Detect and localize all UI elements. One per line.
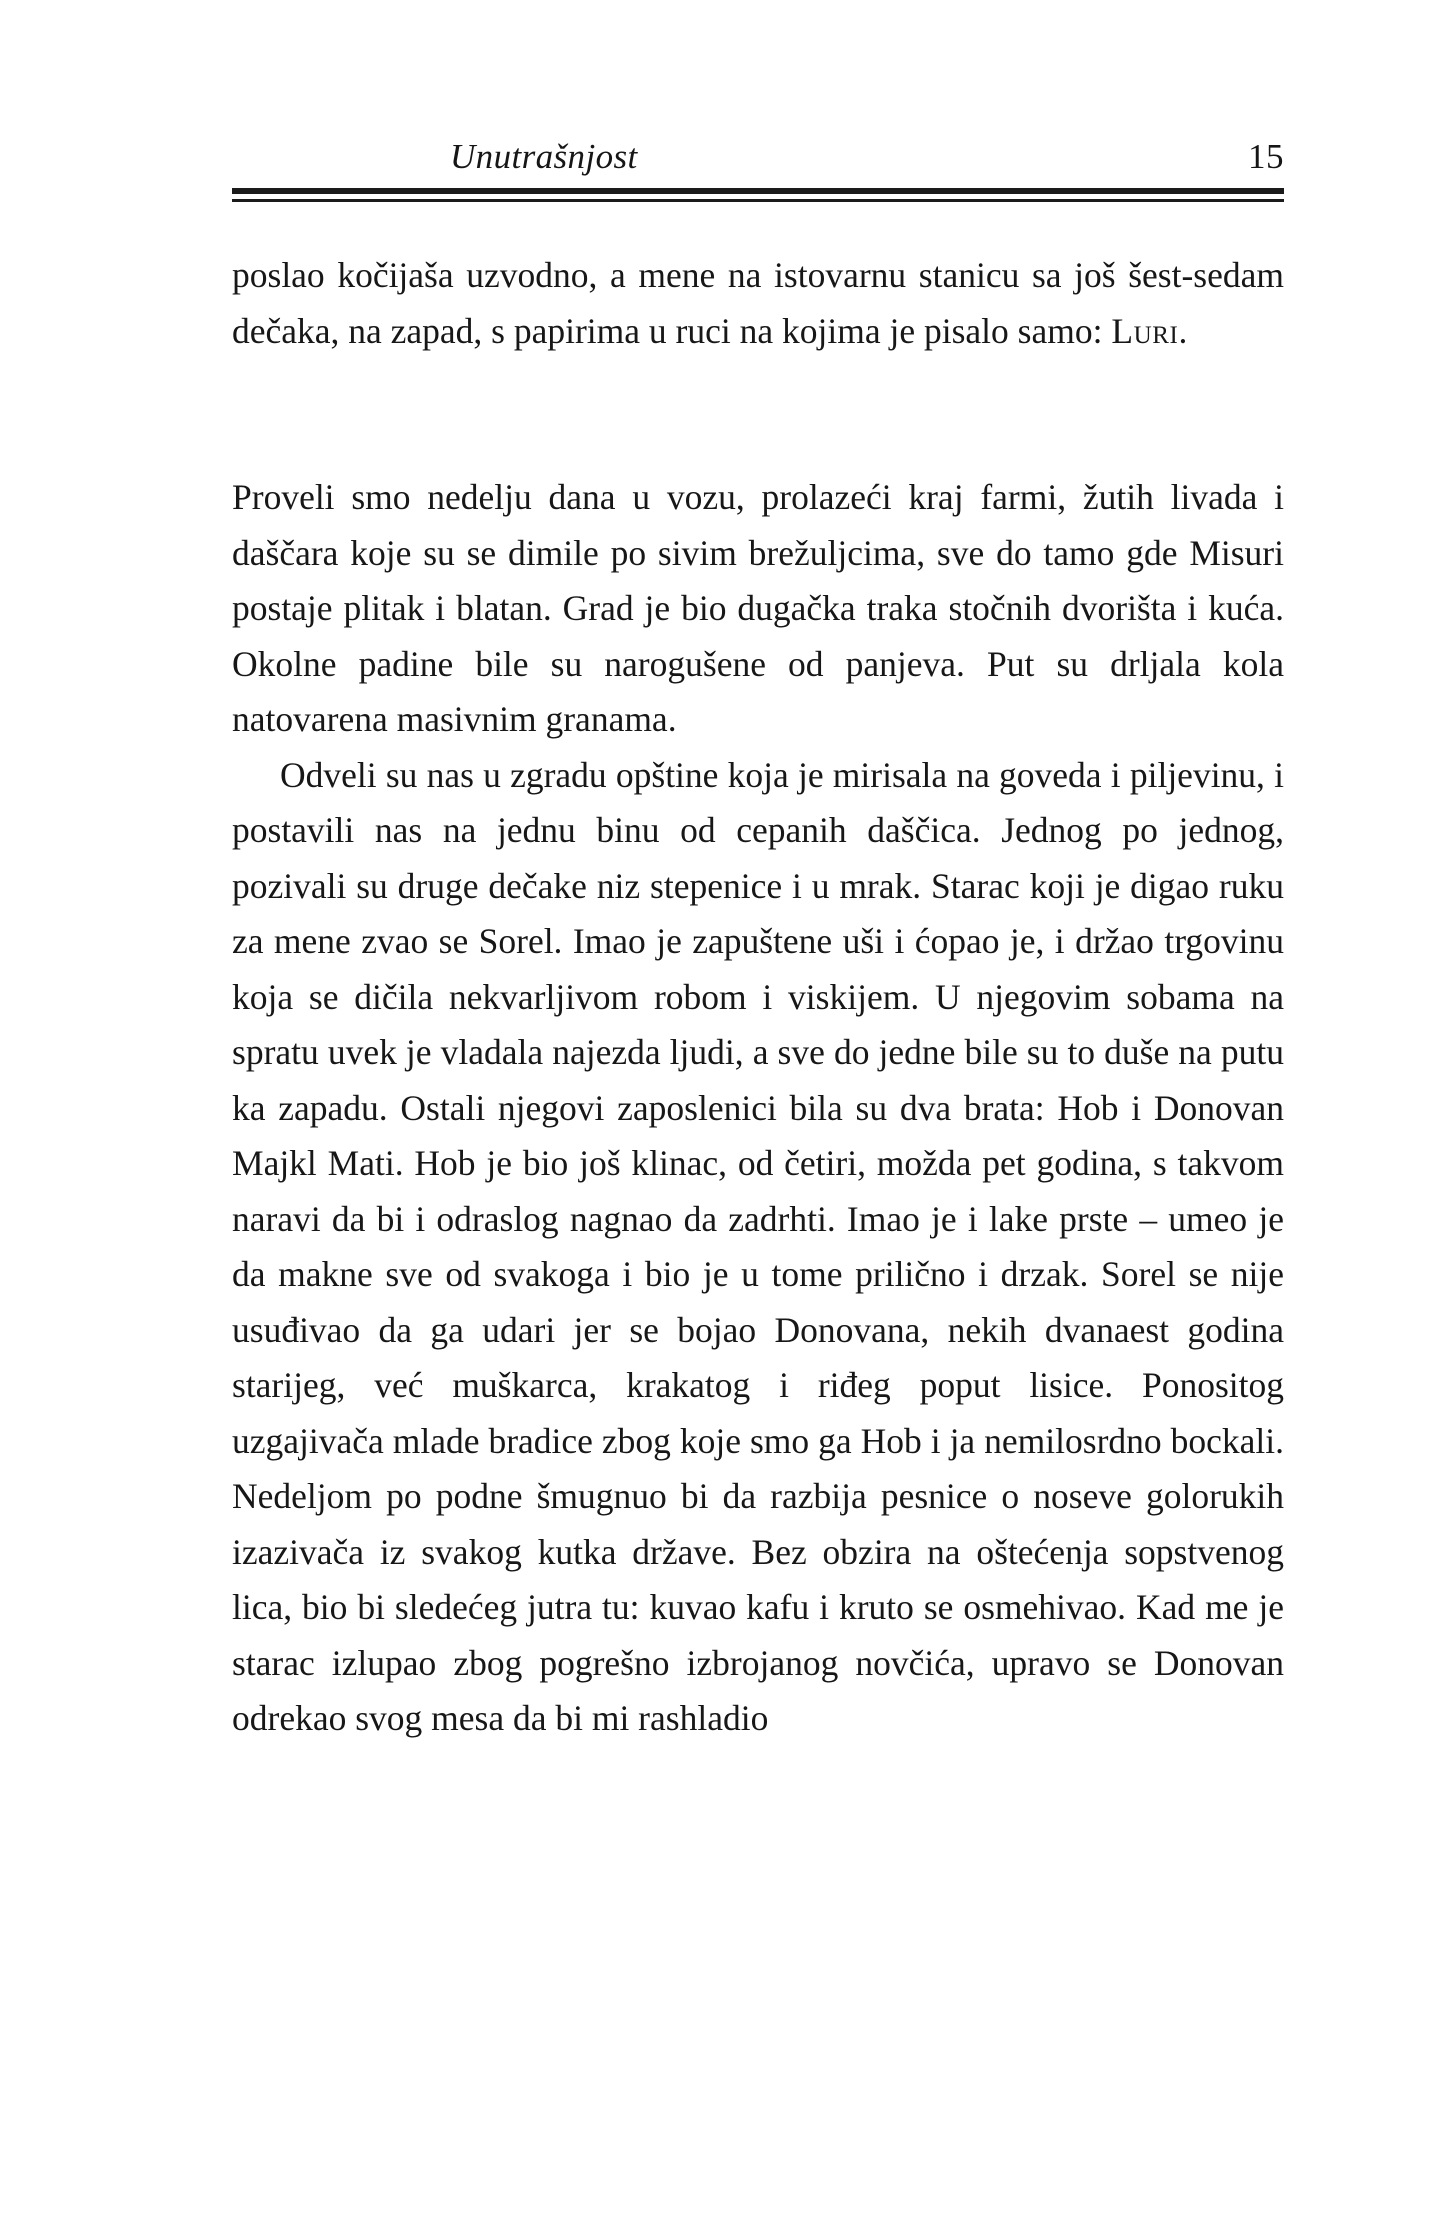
paragraph-continued: [232, 248, 1284, 359]
paragraph-odveli: Odveli su nas u zgradu opštine koja je mirisala na goveda i piljevinu, i postavili nas na jednu binu od cepanih daščica. Jednog po jednog, pozivali su druge dečake niz stepenice i u mrak. Starac koji je digao ruku za mene zvao se Sorel. Imao je zapuštene uši i ćopao je, i držao trgovinu koja se dičila nekvarljivom robom i viskijem. U njegovim sobama na spratu uvek je vladala najezda ljudi, a sve do jedne bile su to duše na putu ka zapadu. Ostali njegovi zaposlenici bila su dva brata: Hob i Donovan Majkl Mati. Hob je bio još klinac, od četiri, možda pet godina, s takvom naravi da bi i odraslog nagnao da zadrhti. Imao je i lake prste – umeo je da makne sve od svakoga i bio je u tome prilično i drzak. Sorel se nije usuđivao da ga udari jer se bojao Donovana, nekih dvanaest godina starijeg, već muškarca, krakatog i riđeg poput lisice. Ponositog uzgajivača mlade bradice zbog koje smo ga Hob i ja nemilosrdno bockali. Nedeljom po podne šmugnuo bi da razbija pesnice o noseve golorukih izazivača iz svakog kutka države. Bez obzira na oštećenja sopstvenog lica, bio bi sledećeg jutra tu: kuvao kafu i kruto se osmehivao. Kad me je starac izlupao zbog pogrešno izbrojanog novčića, upravo se Donovan odrekao svog mesa da bi mi rashladio: [232, 754, 1284, 1738]
page-number: 15: [1248, 137, 1284, 176]
paragraph-continued-text-after: .: [1178, 310, 1188, 351]
paragraph-spacer: [232, 359, 1284, 470]
running-head: [232, 112, 1284, 174]
header-double-rule: [232, 188, 1284, 202]
rule-thin: [232, 199, 1284, 202]
paragraph-continued-text-before: poslao kočijaša uzvodno, a mene na istovarnu stanicu sa još šest-sedam dečaka, na zapad, s papirima u ruci na kojima je pisalo samo:: [232, 255, 1284, 351]
running-head-title: Unutrašnjost: [450, 137, 638, 176]
proper-noun-smallcaps: Luri: [1111, 310, 1179, 351]
body-text: [232, 248, 1284, 1747]
paragraph-proveli: Proveli smo nedelju dana u vozu, prolazeći kraj farmi, žutih livada i daščara koje su se dimile po sivim brežuljcima, sve do tamo gde Misuri postaje plitak i blatan. Grad je bio dugačka traka stočnih dvorišta i kuća. Okolne padine bile su narogušene od panjeva. Put su drljala kola natovarena masivnim granama.: [232, 477, 1284, 739]
